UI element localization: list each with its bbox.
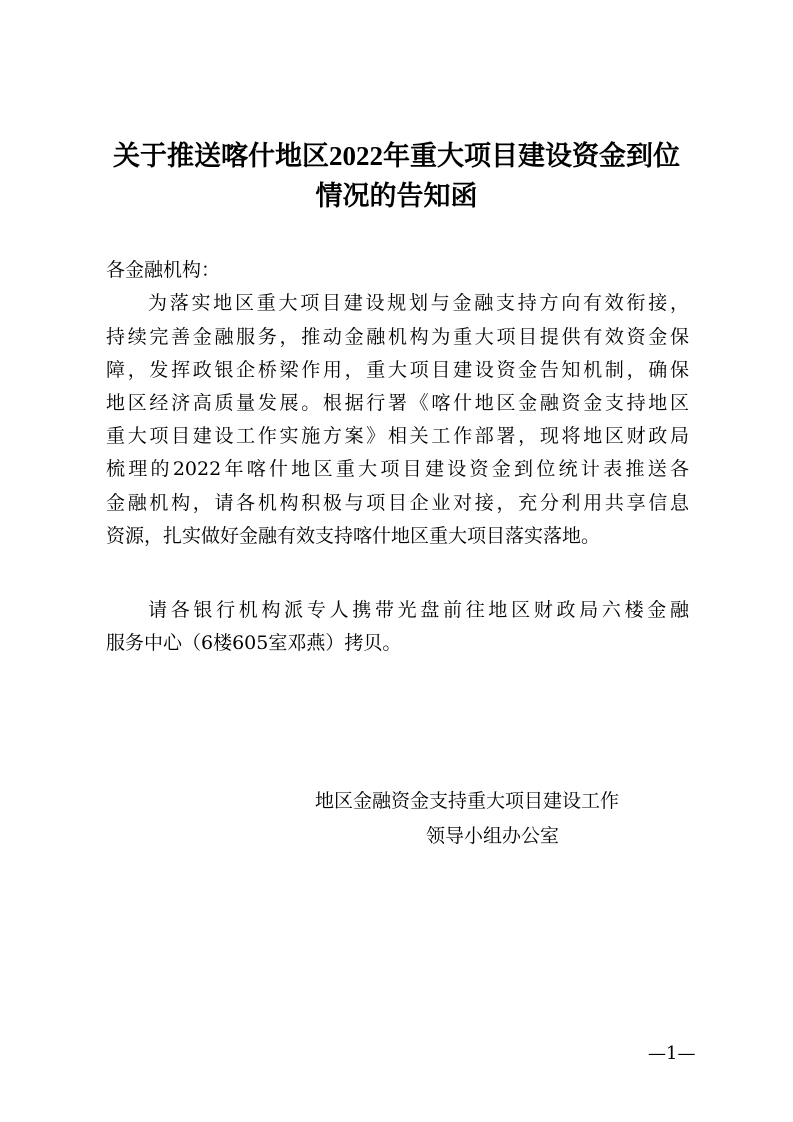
salutation: 各金融机构： (106, 259, 221, 281)
paragraph-2-line: 服务中心（6楼605室邓燕）拷贝。 (106, 632, 402, 654)
paragraph-1-line: 梳理的2022年喀什地区重大项目建设资金到位统计表推送各 (106, 458, 689, 480)
paragraph-1-line: 为落实地区重大项目建设规划与金融支持方向有效衔接， (148, 292, 689, 314)
paragraph-2-line: 请各银行机构派专人携带光盘前往地区财政局六楼金融 (148, 599, 689, 621)
title-line-1: 关于推送喀什地区2022年重大项目建设资金到位 (113, 141, 680, 171)
paragraph-1-line: 地区经济高质量发展。根据行署《喀什地区金融资金支持地区 (106, 392, 689, 414)
paragraph-1-line: 重大项目建设工作实施方案》相关工作部署，现将地区财政局 (106, 425, 689, 447)
paragraph-1-line: 资源，扎实做好金融有效支持喀什地区重大项目落实落地。 (106, 525, 601, 547)
signature-line-2: 领导小组办公室 (426, 825, 560, 847)
page-number: —1— (648, 1043, 696, 1064)
paragraph-1-line: 金融机构，请各机构积极与项目企业对接，充分利用共享信息 (106, 492, 689, 514)
signature-line-1: 地区金融资金支持重大项目建设工作 (315, 790, 620, 812)
paragraph-1-line: 障，发挥政银企桥梁作用，重大项目建设资金告知机制，确保 (106, 359, 689, 381)
paragraph-1-line: 持续完善金融服务，推动金融机构为重大项目提供有效资金保 (106, 326, 689, 348)
title-line-2: 情况的告知函 (315, 181, 478, 211)
